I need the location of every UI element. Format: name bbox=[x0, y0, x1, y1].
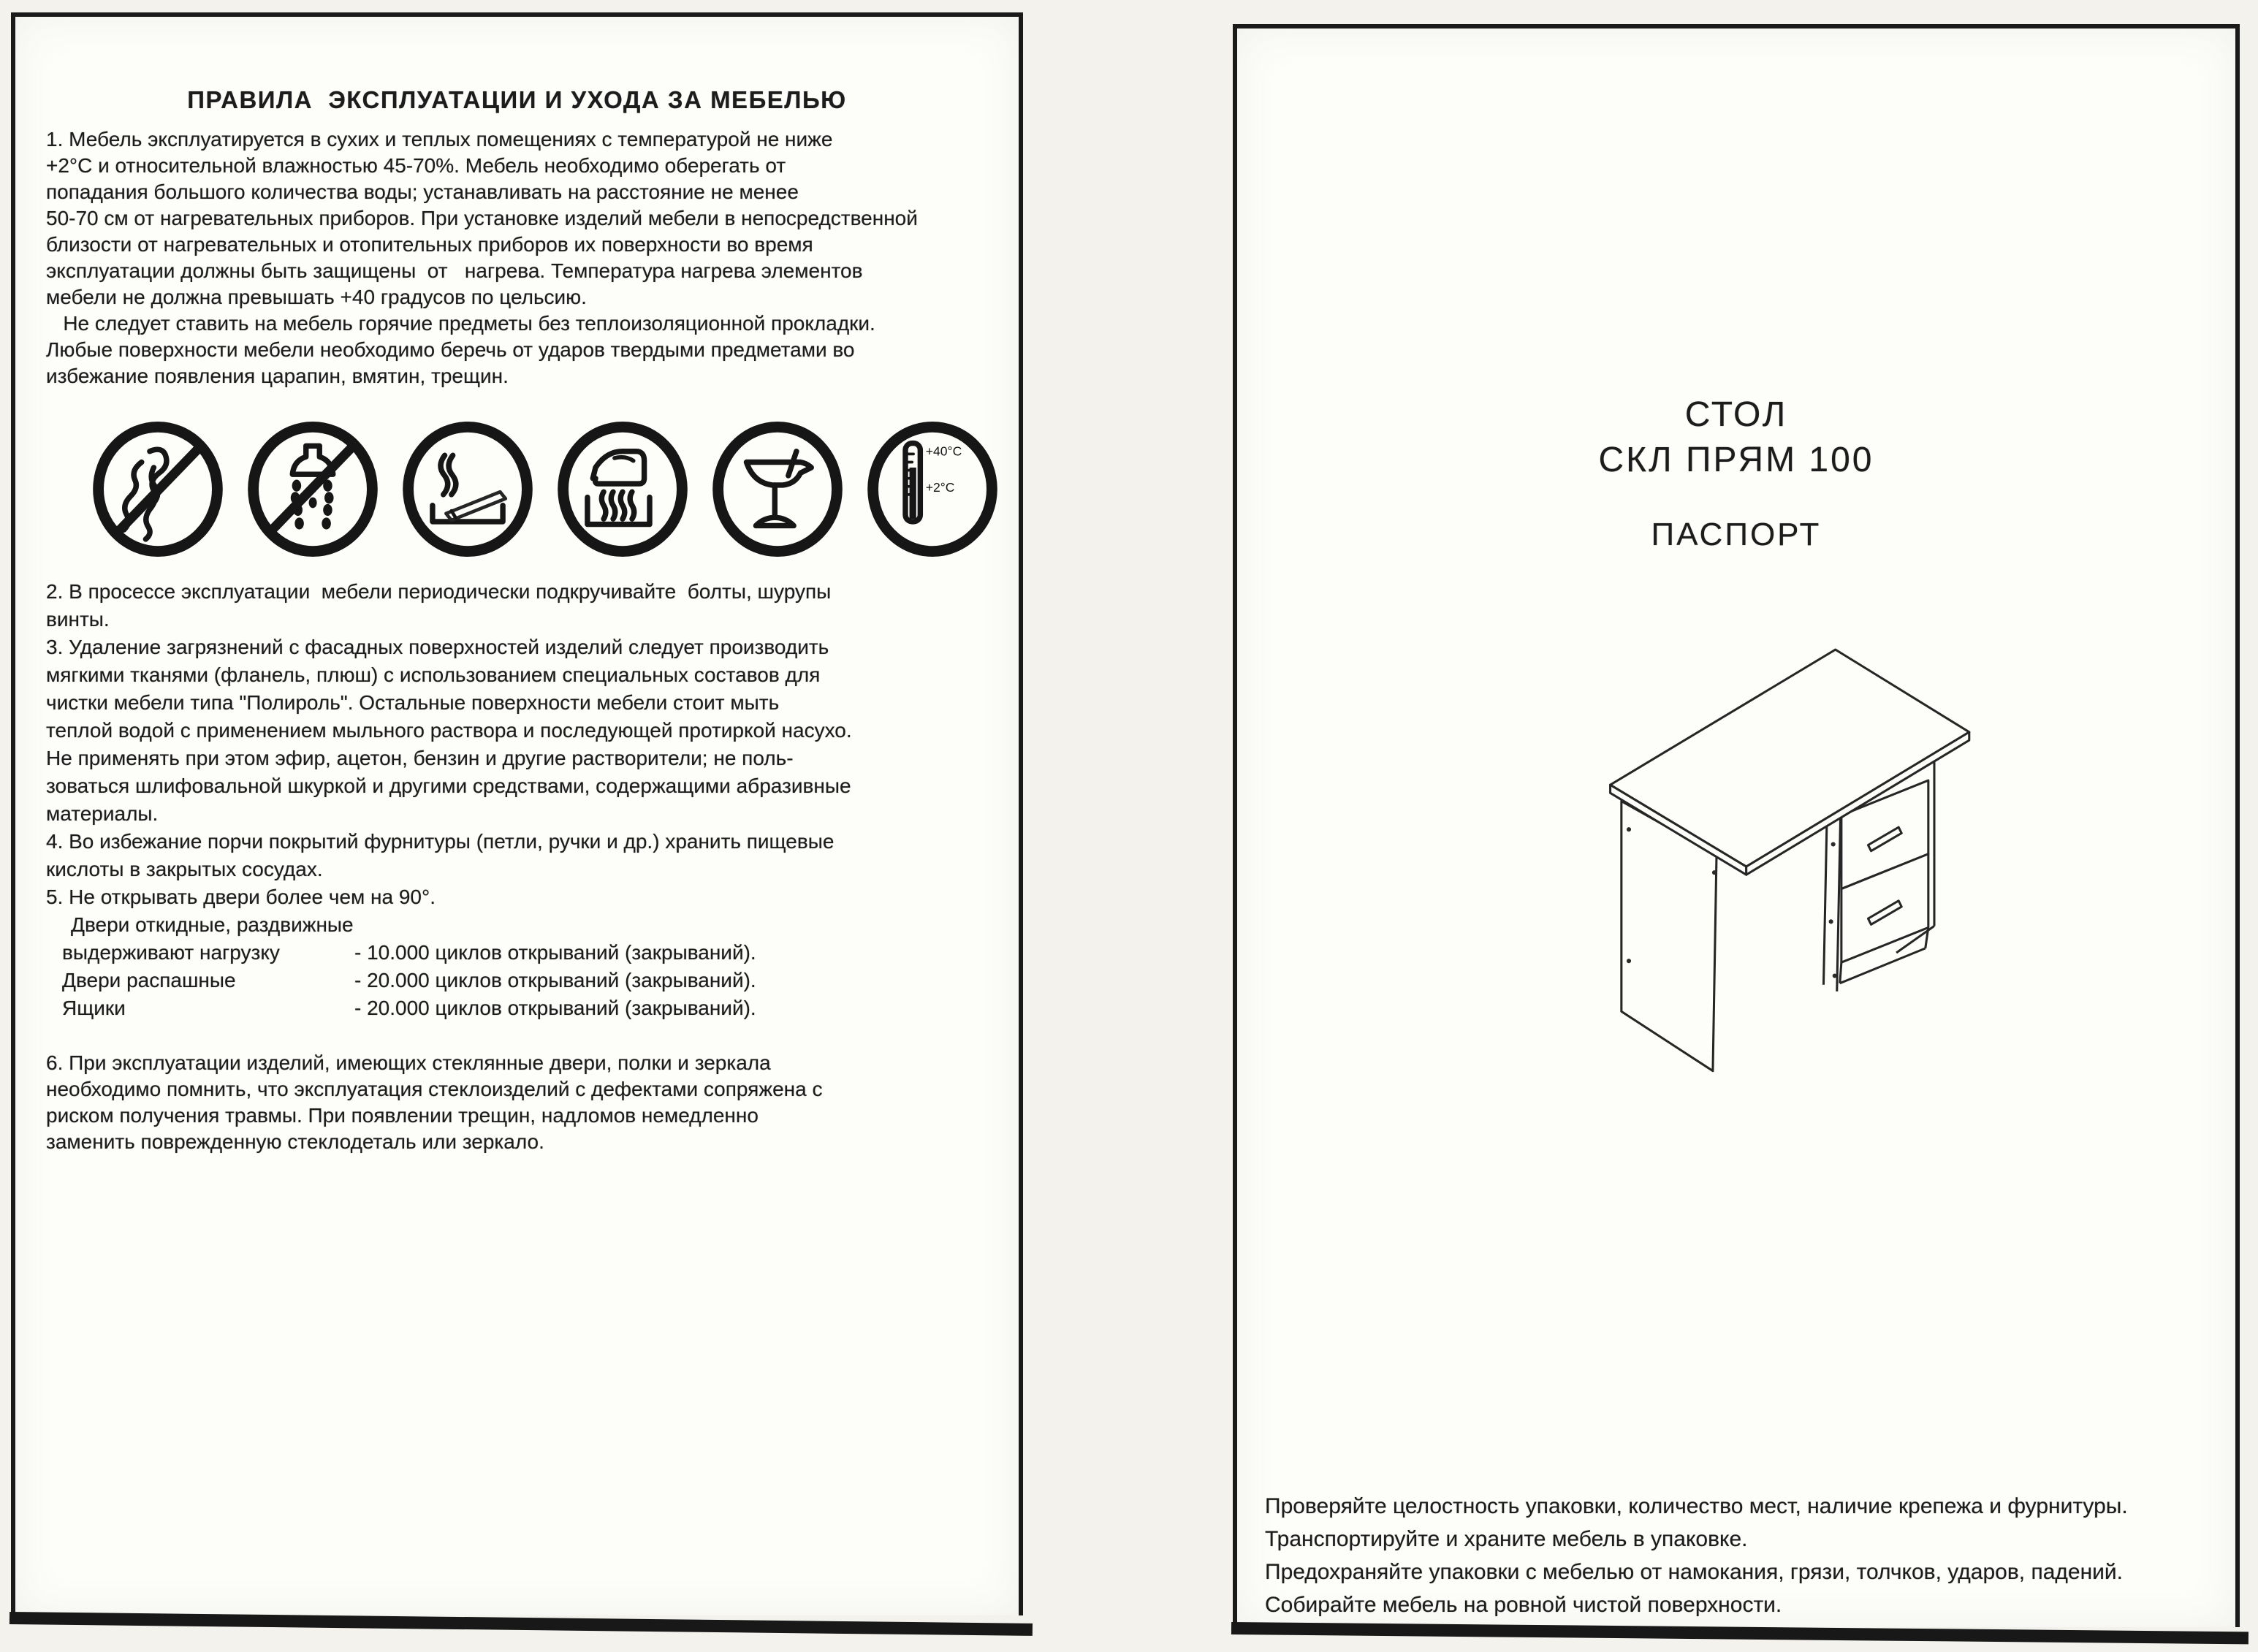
text-line: 3. Удаление загрязнений с фасадных поверхностей изделий следует производить bbox=[46, 636, 829, 658]
text-line: риском получения травмы. При появлении трещин, надломов немедленно bbox=[46, 1104, 759, 1127]
text-line: мягкими тканями (фланель, плюш) с использованием специальных составов для bbox=[46, 663, 821, 686]
thermometer-max-label: +40°C bbox=[925, 443, 962, 458]
text-line: Транспортируйте и храните мебель в упаковке. bbox=[1265, 1527, 1748, 1551]
text-line: Любые поверхности мебели необходимо беречь от ударов твердыми предметами во bbox=[46, 338, 855, 361]
packaging-instructions bbox=[1265, 1490, 2230, 1621]
thermometer-min-label: +2°C bbox=[925, 479, 955, 495]
care-rules-page bbox=[11, 12, 1023, 1615]
text-line: 4. Во избежание порчи покрытий фурнитуры (петли, ручки и др.) хранить пищевые bbox=[46, 830, 835, 853]
row-value: - 20.000 циклов открываний (закрываний). bbox=[354, 997, 756, 1019]
care-paragraph-3 bbox=[46, 1050, 996, 1155]
text-line: Не следует ставить на мебель горячие предметы без теплоизоляционной прокладки. bbox=[46, 312, 875, 335]
text-line: заменить поврежденную стеклодеталь или зеркало. bbox=[46, 1130, 544, 1153]
passport-label: ПАСПОРТ bbox=[1651, 517, 1822, 552]
page-bottom-edge bbox=[9, 1612, 1033, 1636]
table-row bbox=[46, 994, 996, 1022]
text-line: материалы. bbox=[46, 802, 159, 825]
hot-object-warning-icon bbox=[553, 422, 692, 557]
care-paragraph-1 bbox=[46, 126, 996, 389]
desk-line-drawing bbox=[1606, 646, 2001, 1084]
door-cycles-table bbox=[46, 911, 996, 1022]
page-bottom-edge bbox=[1231, 1622, 2249, 1644]
product-model: СКЛ ПРЯМ 100 bbox=[1598, 441, 1874, 479]
table-row bbox=[46, 939, 996, 967]
product-name: СТОЛ bbox=[1684, 395, 1788, 434]
drink-glass-warning-icon bbox=[708, 422, 847, 557]
row-label: выдерживают нагрузку bbox=[62, 941, 280, 964]
text-line: 2. В просессе эксплуатации мебели периодически подкручивайте болты, шурупы bbox=[46, 580, 832, 603]
text-line: +2°С и относительной влажностью 45-70%. Мебель необходимо оберегать от bbox=[46, 154, 786, 177]
text-line: винты. bbox=[46, 608, 110, 631]
page-title: ПРАВИЛА ЭКСПЛУАТАЦИИ И УХОДА ЗА МЕБЕЛЬЮ bbox=[187, 86, 847, 113]
text-line: избежание появления царапин, вмятин, трещин. bbox=[46, 365, 509, 387]
cigarette-burn-warning-icon bbox=[398, 422, 537, 557]
text-line: попадания большого количества воды; устанавливать на расстояние не менее bbox=[46, 180, 799, 203]
no-wet-cloth-icon bbox=[88, 422, 227, 557]
row-label: Ящики bbox=[62, 997, 126, 1019]
desk-illustration bbox=[1606, 646, 2001, 1084]
text-line: зоваться шлифовальной шкуркой и другими средствами, содержащими абразивные bbox=[46, 774, 851, 797]
text-line: близости от нагревательных и отопительных приборов их поверхности во время bbox=[46, 233, 813, 256]
row-value: - 20.000 циклов открываний (закрываний). bbox=[354, 969, 756, 991]
passport-page bbox=[1233, 24, 2240, 1627]
no-dripping-liquid-icon bbox=[243, 422, 382, 557]
text-line: 6. При эксплуатации изделий, имеющих стеклянные двери, полки и зеркала bbox=[46, 1051, 771, 1074]
row-value: - 10.000 циклов открываний (закрываний). bbox=[354, 941, 756, 964]
care-paragraph-2 bbox=[46, 578, 996, 911]
text-line: 1. Мебель эксплуатируется в сухих и теплых помещениях с температурой не ниже bbox=[46, 128, 833, 151]
row-label: Двери распашные bbox=[62, 969, 236, 991]
text-line: теплой водой с применением мыльного раствора и последующей протиркой насухо. bbox=[46, 719, 852, 742]
text-line: 5. Не открывать двери более чем на 90°. bbox=[46, 886, 436, 908]
text-line: чистки мебели типа "Полироль". Остальные поверхности мебели стоит мыть bbox=[46, 691, 780, 714]
text-line: мебели не должна превышать +40 градусов по цельсию. bbox=[46, 286, 587, 308]
text-line: Не применять при этом эфир, ацетон, бензин и другие растворители; не поль- bbox=[46, 747, 794, 769]
text-line: Предохраняйте упаковки с мебелью от намокания, грязи, толчков, ударов, падений. bbox=[1265, 1560, 2123, 1584]
table-row bbox=[46, 967, 996, 994]
warning-icons-row bbox=[88, 419, 1002, 558]
text-line: Собирайте мебель на ровной чистой поверхности. bbox=[1265, 1593, 1782, 1617]
text-line: эксплуатации должны быть защищены от нагрева. Температура нагрева элементов bbox=[46, 259, 863, 282]
door-types-line: Двери откидные, раздвижные bbox=[71, 913, 354, 936]
text-line: кислоты в закрытых сосудах. bbox=[46, 858, 323, 880]
product-title bbox=[1237, 392, 2235, 483]
text-line: Проверяйте целостность упаковки, количество мест, наличие крепежа и фурнитуры. bbox=[1265, 1494, 2128, 1518]
text-line: 50-70 см от нагревательных приборов. При установке изделий мебели в непосредственной bbox=[46, 207, 918, 229]
temperature-range-icon bbox=[863, 422, 1002, 557]
text-line: необходимо помнить, что эксплуатация стеклоизделий с дефектами сопряжена с bbox=[46, 1078, 823, 1100]
